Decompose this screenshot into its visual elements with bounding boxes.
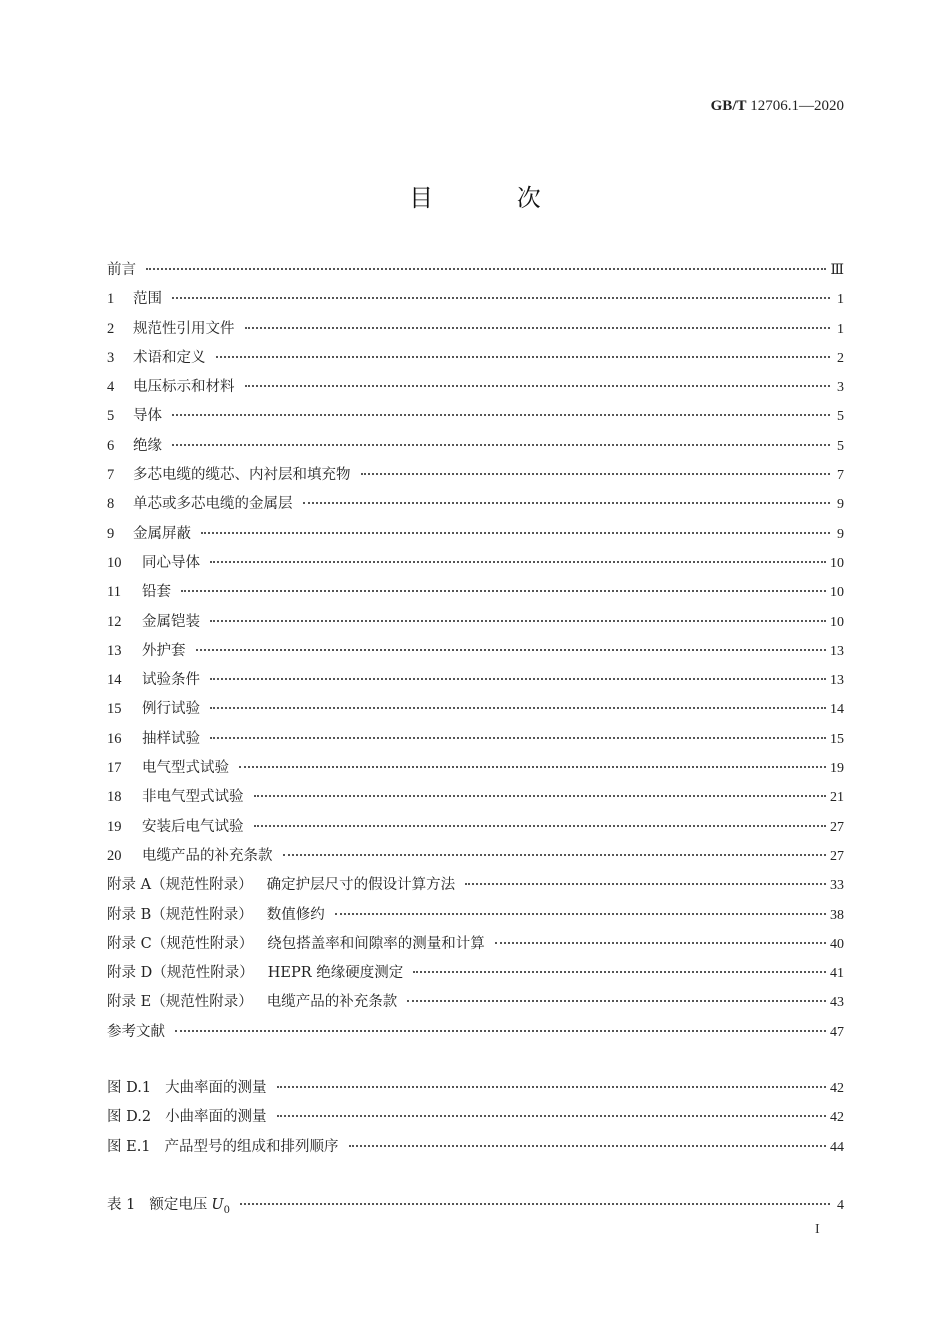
toc-entry[interactable] [107, 610, 844, 639]
toc-entry-page: 9 [837, 526, 844, 542]
toc-entry[interactable] [107, 1020, 844, 1049]
toc-entry-page: 1 [837, 321, 844, 337]
toc-entry-title: 同心导体 [142, 554, 200, 571]
toc-leader-dots [303, 502, 831, 504]
toc-entry-title: 铅套 [142, 584, 171, 601]
toc-entry[interactable] [107, 522, 844, 551]
toc-entry-page: 13 [830, 673, 844, 689]
toc-entry-page: 40 [830, 936, 844, 952]
toc-entry-page: 43 [830, 995, 844, 1011]
toc-leader-dots [146, 268, 826, 270]
toc-entry-title: 外护套 [142, 642, 186, 659]
toc-entry-title: 参考文献 [107, 1023, 165, 1040]
toc-entry-number: 17 [107, 760, 122, 777]
toc-leader-dots [349, 1145, 826, 1147]
figure-number: 图 D.1 [107, 1080, 152, 1096]
toc-entry[interactable] [107, 932, 844, 961]
toc-leader-dots [495, 942, 826, 944]
toc-entry-number: 10 [107, 554, 122, 571]
toc-entry[interactable] [107, 463, 844, 492]
toc-entry-title: 术语和定义 [133, 349, 206, 366]
standard-code [711, 98, 844, 115]
toc-entry[interactable] [107, 287, 844, 316]
toc-leader-dots [172, 444, 830, 446]
toc-entry-title: 确定护层尺寸的假设计算方法 [266, 877, 456, 894]
toc-entry-page: 38 [830, 907, 844, 923]
toc-entry-number: 6 [107, 437, 115, 454]
toc-entry-title: HEPR 绝缘硬度测定 [267, 965, 404, 982]
toc-entry-page: 41 [830, 966, 844, 982]
toc-leader-dots [413, 971, 826, 973]
figure-title: 小曲率面的测量 [165, 1109, 267, 1126]
toc-entry[interactable] [107, 639, 844, 668]
table-title-variable: U [211, 1197, 224, 1213]
toc-leader-dots [216, 356, 831, 358]
toc-entry[interactable] [107, 346, 844, 375]
toc-annex-prefix: 附录 C（规范性附录） [107, 935, 254, 952]
toc-entry[interactable] [107, 317, 844, 346]
toc-entry-number: 5 [107, 408, 115, 425]
toc-entry-number: 13 [107, 642, 122, 659]
toc-entry-page: 3 [837, 380, 844, 396]
toc-entry-number: 7 [107, 467, 115, 484]
toc-entry[interactable] [107, 815, 844, 844]
toc-entry-number: 15 [107, 701, 122, 718]
figure-page: 42 [830, 1110, 844, 1126]
table-page: 4 [837, 1198, 844, 1213]
toc-entry-title: 试验条件 [142, 672, 200, 689]
toc-entry-title: 金属屏蔽 [133, 525, 191, 542]
toc-leader-dots [254, 825, 827, 827]
figure-number: 图 D.2 [107, 1109, 152, 1126]
toc-entry-title: 金属铠装 [142, 613, 200, 630]
toc-entry-page: 9 [837, 497, 844, 513]
toc-entry-title: 数值修约 [266, 906, 325, 923]
toc-entry-page: 10 [830, 555, 844, 571]
toc-entry-title: 安装后电气试验 [142, 818, 244, 835]
figure-page: 42 [830, 1081, 844, 1096]
toc-entry[interactable] [107, 434, 844, 463]
table-of-contents [107, 258, 844, 1049]
toc-entry-number: 20 [107, 847, 122, 864]
toc-entry-title: 导体 [133, 408, 162, 425]
toc-leader-dots [210, 707, 826, 709]
toc-entry[interactable] [107, 961, 844, 990]
page-title: 目 次 [409, 184, 579, 212]
toc-entry-page: 21 [830, 790, 844, 806]
toc-leader-dots [277, 1086, 826, 1088]
toc-entry-number: 19 [107, 818, 122, 835]
toc-entry-title: 绕包搭盖率和间隙率的测量和计算 [267, 935, 485, 952]
toc-leader-dots [240, 1203, 830, 1205]
toc-leader-dots [245, 327, 831, 329]
toc-leader-dots [277, 1115, 826, 1117]
toc-entry-page: Ⅲ [830, 263, 844, 278]
toc-entry[interactable] [107, 551, 844, 580]
toc-entry-page: 19 [830, 761, 844, 777]
toc-entry-number: 12 [107, 613, 122, 630]
toc-entry-title: 范围 [133, 291, 162, 308]
toc-leader-dots [175, 1030, 826, 1032]
toc-entry[interactable] [107, 903, 844, 932]
toc-entry-page: 5 [837, 438, 844, 454]
toc-leader-dots [210, 737, 826, 739]
toc-leader-dots [407, 1000, 826, 1002]
toc-leader-dots [283, 854, 827, 856]
figure-entry[interactable] [107, 1076, 844, 1105]
toc-entry-number: 2 [107, 320, 115, 337]
toc-leader-dots [172, 414, 830, 416]
toc-entry-number: 11 [107, 584, 121, 601]
toc-entry-page: 10 [830, 585, 844, 601]
toc-entry-page: 27 [830, 848, 844, 864]
toc-entry-title: 抽样试验 [142, 730, 200, 747]
toc-entry-page: 7 [837, 468, 844, 484]
toc-entry-page: 15 [830, 731, 844, 747]
toc-entry-title: 电缆产品的补充条款 [142, 847, 273, 864]
toc-entry[interactable] [107, 258, 844, 287]
toc-entry[interactable] [107, 873, 844, 902]
figure-title: 产品型号的组成和排列顺序 [164, 1138, 339, 1155]
toc-entry-page: 27 [830, 819, 844, 835]
toc-entry-number: 1 [107, 291, 115, 308]
toc-leader-dots [201, 532, 830, 534]
toc-leader-dots [181, 590, 826, 592]
toc-entry-title: 多芯电缆的缆芯、内衬层和填充物 [133, 467, 351, 484]
toc-entry-title: 单芯或多芯电缆的金属层 [133, 496, 293, 513]
toc-entry-title: 前言 [107, 262, 136, 278]
table-entry[interactable] [107, 1193, 844, 1222]
toc-entry-number: 4 [107, 379, 115, 396]
toc-entry-title: 电缆产品的补充条款 [266, 994, 398, 1011]
toc-entry-title: 电气型式试验 [142, 760, 229, 777]
toc-entry-title: 非电气型式试验 [142, 789, 244, 806]
toc-leader-dots [172, 297, 830, 299]
toc-entry-number: 9 [107, 525, 115, 542]
toc-entry[interactable] [107, 990, 844, 1019]
toc-leader-dots [239, 766, 826, 768]
table-title [149, 1193, 236, 1216]
toc-entry-page: 10 [830, 614, 844, 630]
toc-entry[interactable] [107, 756, 844, 785]
toc-entry[interactable] [107, 404, 844, 433]
toc-entry-title: 例行试验 [142, 701, 200, 718]
toc-annex-prefix: 附录 A（规范性附录） [107, 877, 253, 894]
figure-page: 44 [830, 1139, 844, 1155]
toc-entry-title: 规范性引用文件 [133, 320, 235, 337]
toc-entry[interactable] [107, 727, 844, 756]
toc-leader-dots [210, 620, 826, 622]
toc-entry[interactable] [107, 844, 844, 873]
toc-leader-dots [196, 649, 827, 651]
toc-entry-number: 16 [107, 730, 122, 747]
figure-entry[interactable] [107, 1135, 844, 1164]
toc-entry[interactable] [107, 668, 844, 697]
toc-annex-prefix: 附录 E（规范性附录） [107, 994, 253, 1011]
figure-title: 大曲率面的测量 [165, 1080, 267, 1096]
toc-entry-number: 14 [107, 672, 122, 689]
toc-entry-page: 1 [837, 292, 844, 308]
standard-code-number: 12706.1—2020 [750, 98, 844, 114]
toc-annex-prefix: 附录 B（规范性附录） [107, 906, 253, 923]
toc-leader-dots [210, 678, 826, 680]
figure-number: 图 E.1 [107, 1138, 151, 1155]
toc-entry[interactable] [107, 580, 844, 609]
table-title-text: 额定电压 [149, 1197, 208, 1213]
table-number: 表 1 [107, 1197, 136, 1213]
toc-entry[interactable] [107, 492, 844, 521]
toc-leader-dots [361, 473, 831, 475]
toc-leader-dots [245, 385, 831, 387]
toc-entry-title: 绝缘 [133, 437, 162, 454]
toc-leader-dots [210, 561, 826, 563]
toc-entry-number: 18 [107, 789, 122, 806]
toc-annex-prefix: 附录 D（规范性附录） [107, 965, 254, 982]
table-title-subscript: 0 [223, 1204, 230, 1216]
toc-entry-number: 3 [107, 349, 115, 366]
list-of-tables [107, 1193, 844, 1222]
toc-entry[interactable] [107, 697, 844, 726]
toc-entry-number: 8 [107, 496, 115, 513]
toc-entry[interactable] [107, 375, 844, 404]
figure-entry[interactable] [107, 1105, 844, 1134]
toc-entry-page: 33 [830, 878, 844, 894]
toc-entry-page: 5 [837, 409, 844, 425]
toc-entry-page: 2 [837, 350, 844, 366]
standard-code-prefix: GB/T [710, 98, 747, 114]
page-folio: I [815, 1222, 820, 1237]
list-of-figures [107, 1076, 844, 1164]
toc-entry-page: 47 [830, 1024, 844, 1040]
toc-leader-dots [335, 913, 826, 915]
toc-entry-title: 电压标示和材料 [133, 379, 235, 396]
toc-leader-dots [254, 795, 827, 797]
toc-entry-page: 14 [830, 702, 844, 718]
toc-leader-dots [465, 883, 826, 885]
toc-entry[interactable] [107, 785, 844, 814]
toc-entry-page: 13 [830, 643, 844, 659]
